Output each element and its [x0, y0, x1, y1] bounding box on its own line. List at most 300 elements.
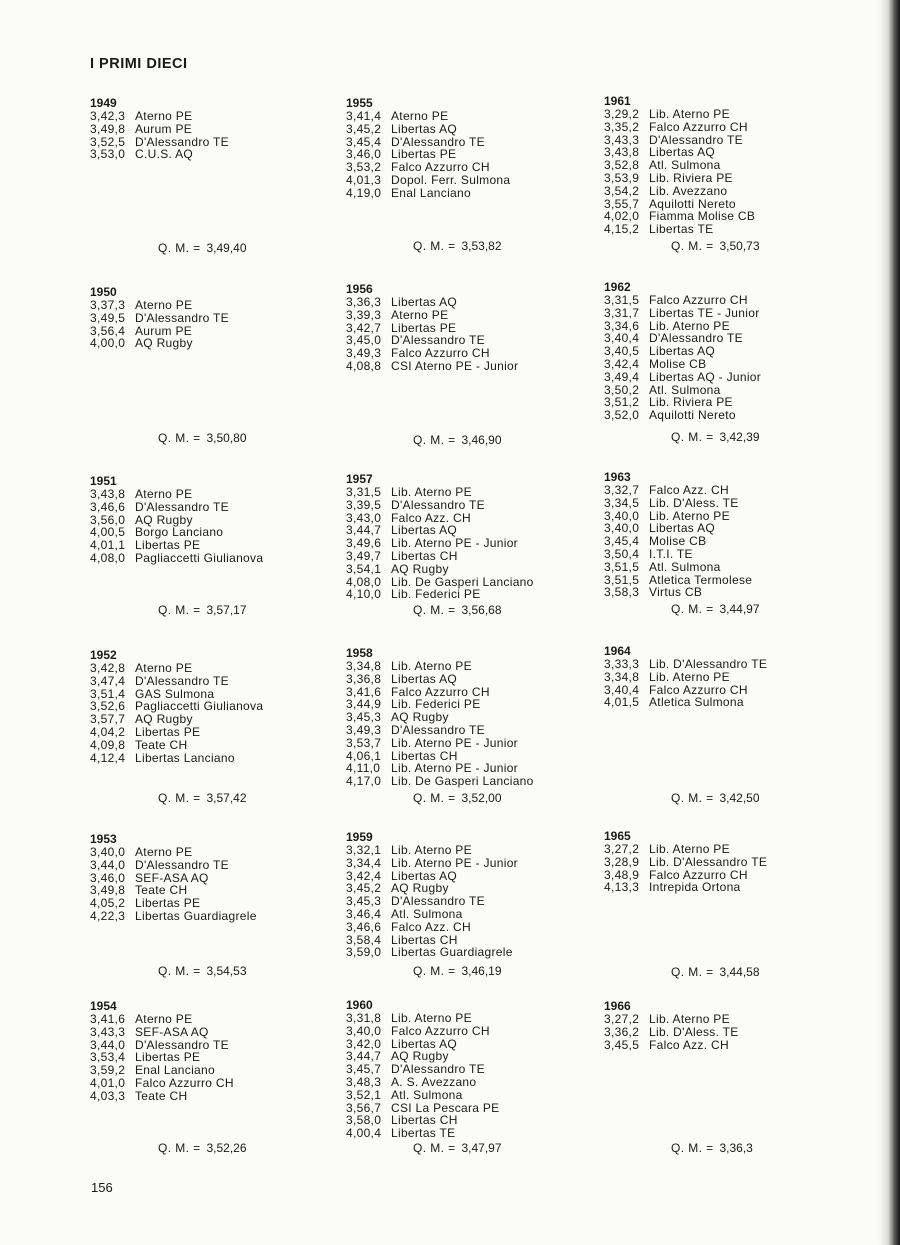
result-time: 3,45,4 [604, 534, 640, 549]
result-time: 3,51,2 [604, 395, 640, 410]
result-club: Falco Azzurro CH [391, 684, 490, 699]
result-club: Aterno PE [135, 298, 193, 312]
average-value: 3,50,80 [206, 431, 247, 445]
result-club: Libertas Guardiagrele [391, 945, 513, 960]
result-row [346, 844, 518, 857]
result-time: 3,41,6 [346, 684, 382, 699]
result-club: Libertas CH [391, 1113, 458, 1128]
year-label: 1963 [604, 470, 631, 484]
result-club: Lib. Aterno PE - Junior [391, 761, 518, 776]
result-time: 4,05,2 [90, 896, 126, 911]
average-line [158, 1141, 247, 1155]
average-label: Q. M. = [158, 964, 201, 978]
result-time: 3,27,2 [604, 842, 640, 856]
result-club: D'Alessandro TE [391, 497, 485, 512]
result-row [346, 360, 518, 373]
result-row [604, 307, 761, 320]
result-club: Intrepida Ortona [649, 880, 741, 895]
result-time: 3,42,0 [346, 1036, 382, 1051]
result-club: Libertas CH [391, 932, 458, 947]
result-row [604, 1013, 739, 1026]
result-club: Lib. Aterno PE [649, 1012, 730, 1026]
result-time: 3,48,3 [346, 1074, 382, 1089]
result-time: 3,42,3 [90, 109, 126, 123]
result-club: Libertas PE [135, 538, 201, 553]
result-club: Falco Azz. CH [391, 510, 471, 525]
result-time: 3,43,0 [346, 510, 382, 525]
result-time: 3,40,5 [604, 344, 640, 359]
result-row [604, 185, 755, 198]
result-club: Atletica Termolese [649, 572, 753, 587]
result-club: Libertas Guardiagrele [135, 908, 257, 923]
result-club: Falco Azzurro CH [649, 293, 748, 307]
result-club: Falco Azzurro CH [649, 682, 748, 697]
result-time: 3,50,2 [604, 382, 640, 397]
result-time: 3,53,2 [346, 160, 382, 175]
result-club: Lib. Riviera PE [649, 170, 733, 185]
result-club: Lib. D'Alessandro TE [649, 657, 768, 671]
result-club: Falco Azzurro CH [391, 1023, 490, 1038]
result-time: 3,41,4 [346, 109, 382, 123]
result-club: D'Alessandro TE [391, 894, 485, 909]
result-time: 4,02,0 [604, 209, 640, 224]
result-club: Libertas AQ [649, 145, 716, 160]
result-time: 3,49,7 [346, 548, 382, 563]
result-club: Atl. Sulmona [391, 906, 463, 921]
result-time: 3,28,9 [604, 854, 640, 869]
result-time: 3,56,4 [90, 323, 126, 338]
result-time: 3,51,5 [604, 559, 640, 574]
result-time: 3,49,3 [346, 722, 382, 737]
result-time: 4,01,5 [604, 695, 640, 710]
result-time: 4,17,0 [346, 774, 382, 789]
result-club: Aurum PE [135, 121, 193, 136]
result-row [604, 856, 767, 869]
result-time: 4,19,0 [346, 185, 382, 200]
result-row [90, 312, 229, 325]
result-time: 3,34,4 [346, 855, 382, 870]
result-row [346, 908, 518, 921]
year-block-1959 [346, 831, 518, 959]
average-value: 3,52,00 [461, 791, 502, 805]
average-value: 3,56,68 [461, 603, 502, 617]
result-club: Falco Azz. CH [391, 919, 471, 934]
result-club: Lib. D'Alessandro TE [649, 854, 768, 869]
result-club: D'Alessandro TE [135, 134, 229, 149]
result-club: Falco Azz. CH [649, 1037, 729, 1052]
result-time: 3,42,7 [346, 320, 382, 335]
result-time: 3,36,3 [346, 295, 382, 309]
result-club: Molise CB [649, 534, 707, 549]
result-time: 3,44,9 [346, 697, 382, 712]
result-row [604, 561, 752, 574]
result-time: 3,40,4 [604, 331, 640, 346]
average-value: 3,44,97 [719, 602, 760, 616]
result-club: Lib. Aterno PE [391, 843, 472, 857]
result-row [604, 881, 767, 894]
average-label: Q. M. = [671, 965, 714, 979]
result-club: Enal Lanciano [135, 1063, 215, 1078]
result-club: CSI La Pescara PE [391, 1100, 500, 1115]
result-time: 3,45,3 [346, 894, 382, 909]
year-block-1953 [90, 833, 257, 923]
average-line [671, 602, 760, 616]
result-club: Libertas AQ [391, 121, 458, 136]
average-line [158, 964, 247, 978]
result-club: Atl. Sulmona [649, 382, 721, 397]
result-row [604, 108, 755, 121]
year-block-1966 [604, 1000, 739, 1051]
result-row [346, 123, 510, 136]
result-time: 3,49,4 [604, 369, 640, 384]
year-label: 1959 [346, 830, 373, 844]
result-row [604, 371, 761, 384]
result-club: Falco Azz. CH [649, 483, 729, 497]
year-block-1950 [90, 286, 229, 350]
result-time: 3,44,0 [90, 1037, 126, 1052]
result-row [346, 309, 518, 322]
result-time: 3,53,9 [604, 170, 640, 185]
result-row [90, 1090, 234, 1103]
result-club: Libertas TE - Junior [649, 305, 760, 320]
result-time: 3,54,1 [346, 561, 382, 576]
result-time: 4,15,2 [604, 222, 640, 237]
result-time: 3,34,5 [604, 495, 640, 510]
year-block-1957 [346, 473, 534, 601]
result-row [604, 223, 755, 236]
result-club: D'Alessandro TE [135, 310, 229, 325]
result-time: 3,37,3 [90, 298, 126, 312]
result-row [90, 910, 257, 923]
year-block-1955 [346, 97, 510, 200]
result-club: Libertas AQ [391, 1036, 458, 1051]
page-heading: I PRIMI DIECI [90, 56, 188, 72]
average-line [413, 964, 502, 978]
result-time: 3,51,5 [604, 572, 640, 587]
result-time: 4,08,0 [90, 550, 126, 565]
average-line [413, 791, 502, 805]
result-club: Pagliaccetti Giulianova [135, 699, 264, 714]
result-time: 4,00,5 [90, 525, 126, 540]
result-time: 3,29,2 [604, 107, 640, 121]
year-block-1951 [90, 475, 263, 565]
result-club: Lib. Aterno PE [649, 107, 730, 121]
result-time: 3,32,7 [604, 483, 640, 497]
year-label: 1954 [90, 999, 117, 1013]
result-club: AQ Rugby [135, 512, 193, 527]
average-value: 3,52,26 [206, 1141, 247, 1155]
result-club: Aterno PE [135, 661, 193, 675]
average-line [413, 433, 502, 447]
average-line [671, 239, 760, 253]
average-label: Q. M. = [158, 603, 201, 617]
result-time: 4,01,3 [346, 172, 382, 187]
result-club: Fiamma Molise CB [649, 209, 756, 224]
result-row [90, 1077, 234, 1090]
result-time: 3,58,3 [604, 585, 640, 600]
result-club: Falco Azzurro CH [649, 119, 748, 134]
year-label: 1961 [604, 94, 631, 108]
result-row [604, 294, 761, 307]
result-time: 3,49,6 [346, 536, 382, 551]
result-time: 3,45,5 [604, 1037, 640, 1052]
result-club: Libertas AQ - Junior [649, 369, 762, 384]
result-time: 3,46,6 [90, 499, 126, 514]
result-row [346, 673, 534, 686]
result-time: 3,40,0 [604, 521, 640, 536]
result-time: 3,45,2 [346, 121, 382, 136]
result-time: 3,50,4 [604, 546, 640, 561]
result-club: Atl. Sulmona [649, 158, 721, 173]
result-time: 4,12,4 [90, 750, 126, 765]
result-time: 3,40,0 [346, 1023, 382, 1038]
result-club: Aquilotti Nereto [649, 196, 736, 211]
result-row [346, 550, 534, 563]
result-club: Lib. Avezzano [649, 183, 728, 198]
result-time: 3,36,2 [604, 1024, 640, 1039]
result-club: Lib. D'Aless. TE [649, 1024, 739, 1039]
result-club: Libertas AQ [649, 521, 716, 536]
average-label: Q. M. = [671, 239, 714, 253]
result-club: Libertas TE [391, 1126, 456, 1141]
result-club: Aterno PE [135, 845, 193, 859]
result-time: 3,52,0 [604, 408, 640, 423]
result-club: SEF-ASA AQ [135, 870, 209, 885]
result-time: 3,52,6 [90, 699, 126, 714]
result-club: Lib. Aterno PE [649, 842, 730, 856]
result-row [604, 497, 752, 510]
result-row [346, 110, 510, 123]
result-time: 3,41,6 [90, 1012, 126, 1026]
result-club: Teate CH [135, 883, 188, 898]
result-club: Lib. Aterno PE [649, 318, 730, 333]
result-club: Lib. Aterno PE [649, 669, 730, 684]
average-label: Q. M. = [413, 1141, 456, 1155]
year-label: 1949 [90, 96, 117, 110]
result-row [346, 174, 510, 187]
result-time: 3,39,5 [346, 497, 382, 512]
year-label: 1952 [90, 648, 117, 662]
result-time: 3,48,9 [604, 867, 640, 882]
result-row [346, 775, 534, 788]
result-row [604, 121, 755, 134]
result-club: D'Alessandro TE [135, 499, 229, 514]
result-row [346, 486, 534, 499]
year-block-1964 [604, 645, 767, 709]
result-row [90, 337, 229, 350]
average-value: 3,42,50 [719, 791, 760, 805]
year-label: 1955 [346, 96, 373, 110]
result-time: 3,43,8 [604, 145, 640, 160]
average-label: Q. M. = [158, 791, 201, 805]
result-time: 3,35,2 [604, 119, 640, 134]
result-row [90, 552, 263, 565]
average-value: 3,57,42 [206, 791, 247, 805]
average-label: Q. M. = [671, 430, 714, 444]
result-time: 3,39,3 [346, 307, 382, 322]
average-label: Q. M. = [158, 431, 201, 445]
result-time: 3,55,7 [604, 196, 640, 211]
result-club: Enal Lanciano [391, 185, 471, 200]
year-block-1954 [90, 1000, 234, 1103]
result-club: Lib. Aterno PE [391, 1011, 472, 1025]
result-club: Lib. De Gasperi Lanciano [391, 774, 534, 789]
result-club: Teate CH [135, 1088, 188, 1103]
result-club: D'Alessandro TE [391, 722, 485, 737]
year-block-1952 [90, 649, 263, 764]
result-row [604, 843, 767, 856]
result-club: D'Alessandro TE [649, 132, 743, 147]
result-row [90, 726, 263, 739]
result-row [346, 1025, 499, 1038]
result-time: 3,49,5 [90, 310, 126, 325]
average-value: 3,42,39 [719, 430, 760, 444]
result-time: 3,36,8 [346, 671, 382, 686]
result-row [90, 501, 263, 514]
result-time: 3,31,5 [346, 485, 382, 499]
result-row [90, 299, 229, 312]
result-club: Libertas TE [649, 222, 714, 237]
average-line [158, 603, 247, 617]
result-row [604, 484, 752, 497]
average-value: 3,46,19 [461, 964, 502, 978]
result-club: Aurum PE [135, 323, 193, 338]
result-time: 3,54,2 [604, 183, 640, 198]
result-time: 3,34,6 [604, 318, 640, 333]
result-club: Libertas AQ [391, 671, 458, 686]
result-club: Aterno PE [135, 109, 193, 123]
average-value: 3,47,97 [461, 1141, 502, 1155]
result-row [346, 296, 518, 309]
year-label: 1962 [604, 280, 631, 294]
year-block-1960 [346, 999, 499, 1140]
result-club: Aquilotti Nereto [649, 408, 736, 423]
result-row [90, 739, 263, 752]
result-club: AQ Rugby [135, 336, 193, 351]
average-value: 3,53,82 [461, 239, 502, 253]
result-club: Lib. Aterno PE [649, 508, 730, 523]
result-time: 3,42,8 [90, 661, 126, 675]
result-row [346, 921, 518, 934]
result-time: 3,31,7 [604, 305, 640, 320]
result-time: 3,45,2 [346, 881, 382, 896]
result-row [90, 123, 229, 136]
result-club: D'Alessandro TE [135, 673, 229, 688]
result-club: D'Alessandro TE [391, 134, 485, 149]
result-time: 4,09,8 [90, 737, 126, 752]
result-time: 3,49,8 [90, 121, 126, 136]
result-club: D'Alessandro TE [391, 1062, 485, 1077]
result-time: 3,53,0 [90, 147, 126, 162]
average-value: 3,54,53 [206, 964, 247, 978]
result-row [346, 660, 534, 673]
result-time: 3,43,3 [90, 1024, 126, 1039]
page-edge-shadow [874, 0, 900, 1245]
average-label: Q. M. = [671, 602, 714, 616]
result-row [346, 857, 518, 870]
result-row [90, 148, 229, 161]
result-club: GAS Sulmona [135, 686, 215, 701]
average-label: Q. M. = [413, 433, 456, 447]
result-club: Lib. D'Aless. TE [649, 495, 739, 510]
result-time: 3,40,4 [604, 682, 640, 697]
result-club: Aterno PE [391, 307, 449, 322]
year-label: 1956 [346, 282, 373, 296]
result-time: 3,42,4 [604, 356, 640, 371]
result-time: 4,08,8 [346, 358, 382, 373]
result-club: D'Alessandro TE [649, 331, 743, 346]
result-time: 3,31,5 [604, 293, 640, 307]
result-club: Lib. Aterno PE - Junior [391, 855, 518, 870]
average-value: 3,57,17 [206, 603, 247, 617]
page-number: 156 [91, 1180, 113, 1195]
result-club: Molise CB [649, 356, 707, 371]
result-time: 3,56,7 [346, 1100, 382, 1115]
result-club: SEF-ASA AQ [135, 1024, 209, 1039]
result-time: 4,04,2 [90, 724, 126, 739]
result-club: AQ Rugby [391, 1049, 449, 1064]
result-row [604, 358, 761, 371]
result-time: 4,01,0 [90, 1075, 126, 1090]
result-time: 3,52,8 [604, 158, 640, 173]
result-row [346, 563, 534, 576]
result-time: 3,32,1 [346, 843, 382, 857]
year-label: 1966 [604, 999, 631, 1013]
average-line [158, 431, 247, 445]
result-time: 3,46,0 [90, 870, 126, 885]
result-club: Libertas AQ [649, 344, 716, 359]
average-value: 3,49,40 [206, 241, 247, 255]
result-time: 3,59,2 [90, 1063, 126, 1078]
result-club: Falco Azzurro CH [391, 346, 490, 361]
result-club: Aterno PE [391, 109, 449, 123]
result-time: 4,06,1 [346, 748, 382, 763]
result-time: 3,59,0 [346, 945, 382, 960]
result-time: 3,47,4 [90, 673, 126, 688]
result-row [90, 662, 263, 675]
result-time: 3,42,4 [346, 868, 382, 883]
result-row [346, 1076, 499, 1089]
result-time: 4,11,0 [346, 761, 381, 776]
result-row [346, 946, 518, 959]
average-line [158, 791, 247, 805]
result-time: 3,40,0 [604, 508, 640, 523]
result-time: 3,45,4 [346, 134, 382, 149]
average-value: 3,36,3 [719, 1141, 753, 1155]
result-row [346, 187, 510, 200]
year-label: 1958 [346, 646, 373, 660]
result-time: 3,43,8 [90, 487, 126, 501]
average-line [671, 1141, 753, 1155]
result-club: C.U.S. AQ [135, 147, 194, 162]
year-label: 1964 [604, 644, 631, 658]
result-club: Aterno PE [135, 1012, 193, 1026]
average-label: Q. M. = [413, 964, 456, 978]
result-time: 3,52,1 [346, 1087, 382, 1102]
result-row [604, 172, 755, 185]
average-line [158, 241, 247, 255]
result-club: Virtus CB [649, 585, 703, 600]
year-block-1962 [604, 281, 761, 422]
result-time: 4,03,3 [90, 1088, 126, 1103]
result-time: 4,00,0 [90, 336, 126, 351]
result-time: 4,01,1 [90, 538, 126, 553]
average-label: Q. M. = [671, 1141, 714, 1155]
result-club: A. S. Avezzano [391, 1074, 477, 1089]
result-club: Lib. Federici PE [391, 587, 481, 602]
result-time: 3,34,8 [346, 659, 382, 673]
result-time: 3,44,7 [346, 523, 382, 538]
